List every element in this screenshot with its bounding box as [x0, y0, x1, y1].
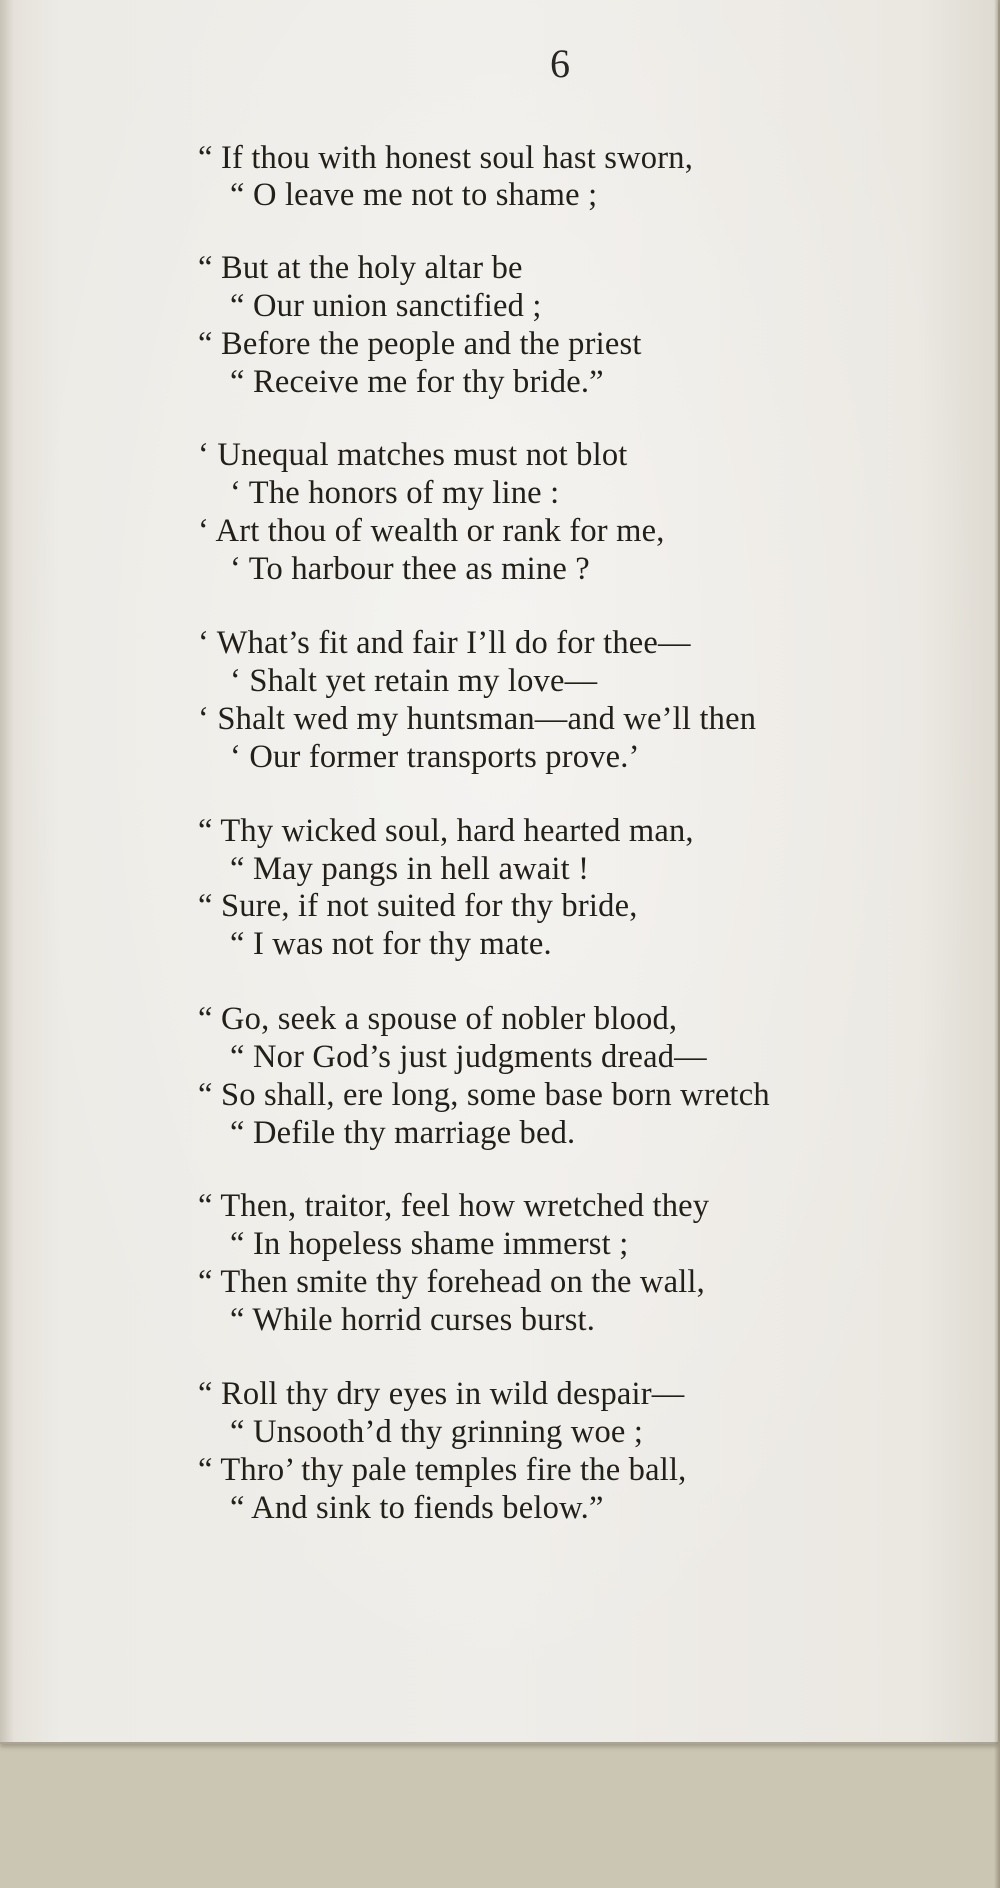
- verse-line: ‘ To harbour thee as mine ?: [230, 551, 590, 587]
- verse-line: ‘ Art thou of wealth or rank for me,: [198, 513, 665, 549]
- verse-line: ‘ Our former transports prove.’: [230, 739, 640, 775]
- verse-line: “ Our union sanctified ;: [230, 288, 542, 324]
- verse-line: “ While horrid curses burst.: [230, 1302, 596, 1338]
- verse-line: “ I was not for thy mate.: [230, 926, 552, 962]
- verse-line: “ But at the holy altar be: [198, 250, 523, 286]
- verse-line: “ Then smite thy forehead on the wall,: [198, 1264, 705, 1300]
- verse-line: “ Sure, if not suited for thy bride,: [198, 888, 638, 924]
- verse-line: “ If thou with honest soul hast sworn,: [198, 140, 694, 176]
- verse-line: “ May pangs in hell await !: [230, 851, 590, 887]
- verse-line: “ Go, seek a spouse of nobler blood,: [198, 1001, 678, 1037]
- right-page-edge: [994, 0, 1000, 1888]
- verse-line: ‘ What’s fit and fair I’ll do for thee—: [198, 625, 691, 661]
- verse-line: “ Roll thy dry eyes in wild despair—: [198, 1376, 685, 1412]
- verse-line: “ Thy wicked soul, hard hearted man,: [198, 813, 694, 849]
- verse-line: “ Then, traitor, feel how wretched they: [198, 1188, 710, 1224]
- verse-line: “ Defile thy marriage bed.: [230, 1115, 576, 1151]
- page-number: 6: [550, 41, 570, 86]
- verse-line: “ Receive me for thy bride.”: [230, 364, 604, 400]
- page-binding-shadow: [0, 0, 14, 1742]
- verse-line: ‘ Unequal matches must not blot: [198, 437, 628, 473]
- verse-line: ‘ Shalt wed my huntsman—and we’ll then: [198, 701, 757, 737]
- verse-line: “ So shall, ere long, some base born wretch: [198, 1077, 770, 1113]
- verse-line: ‘ The honors of my line :: [230, 475, 560, 511]
- verse-line: “ Before the people and the priest: [198, 326, 642, 362]
- verse-line: “ Thro’ thy pale temples fire the ball,: [198, 1452, 687, 1488]
- verse-line: “ Unsooth’d thy grinning woe ;: [230, 1414, 644, 1450]
- verse-line: “ In hopeless shame immerst ;: [230, 1226, 629, 1262]
- verse-line: “ Nor God’s just judgments dread—: [230, 1039, 707, 1075]
- verse-line: ‘ Shalt yet retain my love—: [230, 663, 598, 699]
- verse-line: “ And sink to fiends below.”: [230, 1490, 604, 1526]
- verse-line: “ O leave me not to shame ;: [230, 177, 598, 213]
